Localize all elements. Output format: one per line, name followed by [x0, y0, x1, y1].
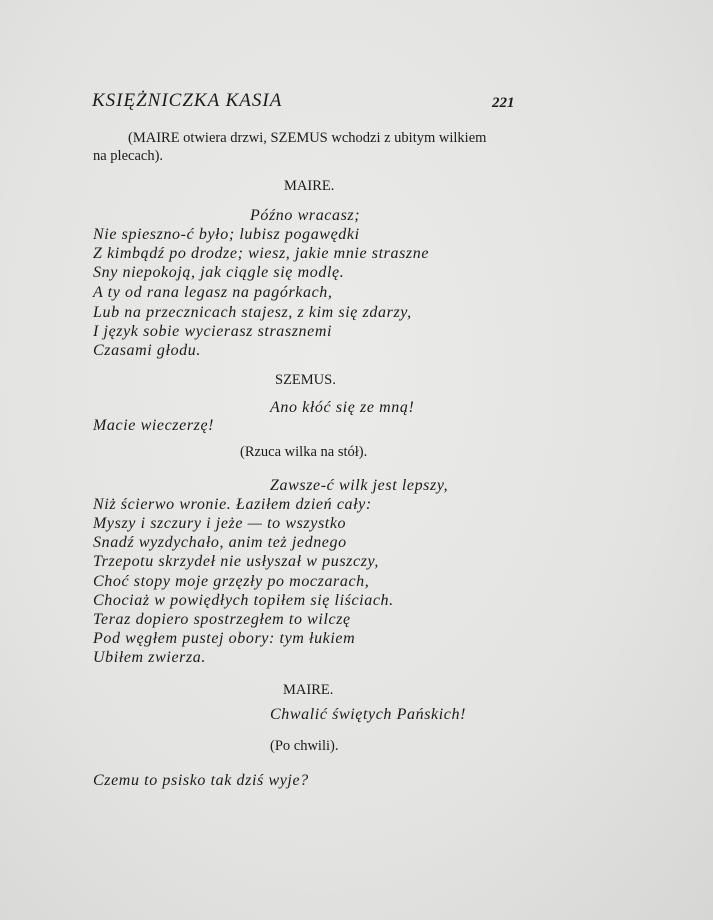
verse-line: Z kimbądź po drodze; wiesz, jakie mnie straszne [93, 245, 430, 262]
verse-line: Późno wracasz; [250, 207, 361, 224]
speaker-name: SZEMUS. [275, 372, 336, 388]
verse-line: Niż ścierwo wronie. Łaziłem dzień cały: [93, 496, 372, 513]
book-title: KSIĘŻNICZKA KASIA [92, 90, 283, 111]
stage-direction: (Po chwili). [270, 738, 339, 754]
verse-line: Sny niepokoją, jak ciągle się modlę. [93, 264, 345, 281]
verse-line: Nie spieszno-ć było; lubisz pogawędki [93, 226, 360, 243]
text-line: na plecach). [93, 148, 164, 164]
verse-line: Ano kłóć się ze mną! [270, 399, 415, 416]
verse-line: Zawsze-ć wilk jest lepszy, [270, 477, 449, 494]
verse-line: Czemu to psisko tak dziś wyje? [93, 772, 309, 789]
speaker-name: MAIRE. [283, 682, 334, 698]
verse-line: I język sobie wycierasz strasznemi [93, 323, 333, 340]
verse-line: Czasami głodu. [93, 342, 201, 359]
verse-line: Pod węgłem pustej obory: tym łukiem [93, 630, 356, 647]
verse-line: A ty od rana legasz na pagórkach, [93, 284, 333, 301]
verse-line: Choć stopy moje grzęzły po moczarach, [93, 573, 370, 590]
verse-line: Ubiłem zwierza. [93, 649, 206, 666]
page-number: 221 [492, 95, 515, 111]
verse-line: Snadź wyzdychało, anim też jednego [93, 534, 347, 551]
verse-line: Macie wieczerzę! [93, 417, 215, 434]
verse-line: Lub na przecznicach stajesz, z kim się zdarzy, [93, 304, 412, 321]
verse-line: Trzepotu skrzydeł nie usłyszał w puszczy, [93, 553, 379, 570]
stage-direction: (Rzuca wilka na stół). [240, 444, 368, 460]
verse-line: Chwalić świętych Pańskich! [270, 706, 467, 723]
text-line: (MAIRE otwiera drzwi, SZEMUS wchodzi z ubitym wilkiem [128, 130, 487, 146]
verse-line: Myszy i szczury i jeże — to wszystko [93, 515, 347, 532]
verse-line: Teraz dopiero spostrzegłem to wilczę [93, 611, 351, 628]
verse-line: Chociaż w powiędłych topiłem się liściach. [93, 592, 394, 609]
speaker-name: MAIRE. [284, 178, 335, 194]
